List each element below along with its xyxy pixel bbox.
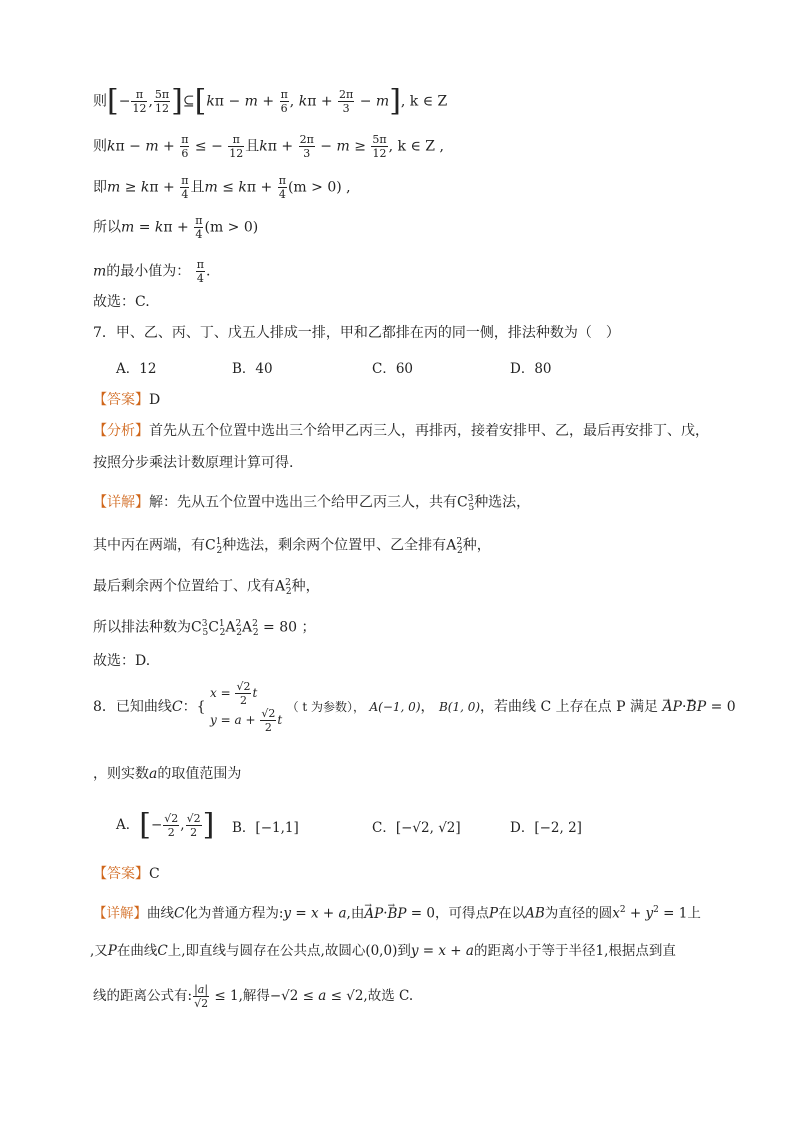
detail-tag: 【详解】	[93, 494, 149, 511]
q7-detail-3: 最后剩余两个位置给丁、戊有$A^2_2$种，	[93, 578, 320, 598]
sol6-line5: m的最小值为： $\frac{\pi}{4}$ .	[93, 258, 211, 285]
q7-analysis: 【分析】首先从五个位置中选出三个给甲乙丙三人，再排丙，接着安排甲、乙，最后再安排丁、戊，	[93, 423, 709, 439]
sol6-line3: 即m ≥ kπ + $\frac{\pi}{4}$ 且m ≤ kπ + $\frac{\pi}{4}$ (m > 0) ,	[93, 174, 351, 201]
param-system: x = $\frac{√2}{2}$ t y = a + $\frac{√2}{2}$ t	[210, 680, 283, 734]
q8-option-d: D．[−2, 2]	[510, 820, 582, 836]
q8-option-c: C．[−√2, √2]	[372, 820, 461, 836]
q8-answer: 【答案】C	[93, 866, 160, 882]
sol6-line2: 则kπ − m + $\frac{\pi}{6}$ ≤ − $\frac{\pi}{12}$ 且kπ + $\frac{2\pi}{3}$ − m ≥ $\frac{5\pi}{12}$ , k ∈ Z ,	[93, 133, 444, 160]
q7-stem: 7．甲、乙、丙、丁、戊五人排成一排，甲和乙都排在丙的同一侧，排法种数为（ ）	[93, 325, 620, 341]
q7-detail-5: 故选：D.	[93, 653, 151, 669]
q8-option-b: B．[−1,1]	[232, 820, 299, 836]
q7-option-c: C．60	[372, 361, 414, 377]
q8-detail-1: 【详解】曲线C化为普通方程为:y = x + a,由→ AP·→ BP = 0，可得点P在以AB为直径的圆$x^2 + y^2 = 1$上	[93, 900, 701, 924]
q7-detail-1: 【详解】解：先从五个位置中选出三个给甲乙丙三人，共有$C^3_5$种选法，	[93, 494, 531, 514]
q7-analysis-2: 按照分步乘法计数原理计算可得.	[93, 455, 294, 471]
q8-stem: 8．已知曲线C：{ x = $\frac{√2}{2}$ t y = a + $\frac{√2}{2}$ t （ t 为参数）， A(−1, 0)， B(1, 0)，若曲线 C 上存在点 P 满足 → AP·→ BP = 0	[93, 680, 736, 734]
q7-option-d: D．80	[510, 361, 552, 377]
sol6-line4: 所以m = kπ + $\frac{\pi}{4}$ (m > 0)	[93, 214, 259, 241]
answer-tag: 【答案】	[93, 392, 149, 408]
q8-detail-3: 线的距离公式有: $\frac{|a|}{√2}$ ≤ 1,解得−√2 ≤ a ≤ √2,故选 C.	[93, 983, 414, 1010]
q7-answer: 【答案】D	[93, 392, 161, 408]
detail-tag: 【详解】	[93, 905, 147, 922]
q7-option-b: B．40	[232, 361, 273, 377]
q8-option-a: A．[− $\frac{√2}{2}$ , $\frac{√2}{2}$ ]	[116, 807, 215, 843]
q8-stem-2: ，则实数a的取值范围为	[93, 766, 242, 782]
analysis-tag: 【分析】	[93, 423, 149, 439]
answer-tag: 【答案】	[93, 866, 149, 882]
sol6-line1: 则[− $\frac{\pi}{12}$ , $\frac{5\pi}{12}$ ]⊆[kπ − m + $\frac{\pi}{6}$ , kπ + $\frac{2\pi}{3}$ − m], k ∈ Z	[93, 83, 448, 119]
sol6-line6: 故选：C.	[93, 294, 150, 310]
q7-detail-4: 所以排法种数为$C^3_5C^1_2A^2_2A^2_2 = 80$ ；	[93, 619, 316, 639]
q8-detail-2: ,又P在曲线C上,即直线与圆存在公共点,故圆心(0,0)到y = x + a的距离小于等于半径1,根据点到直	[90, 943, 676, 959]
q7-option-a: A．12	[116, 361, 157, 377]
q7-detail-2: 其中丙在两端，有$C^1_2$种选法，剩余两个位置甲、乙全排有$A^2_2$种，	[93, 537, 491, 557]
